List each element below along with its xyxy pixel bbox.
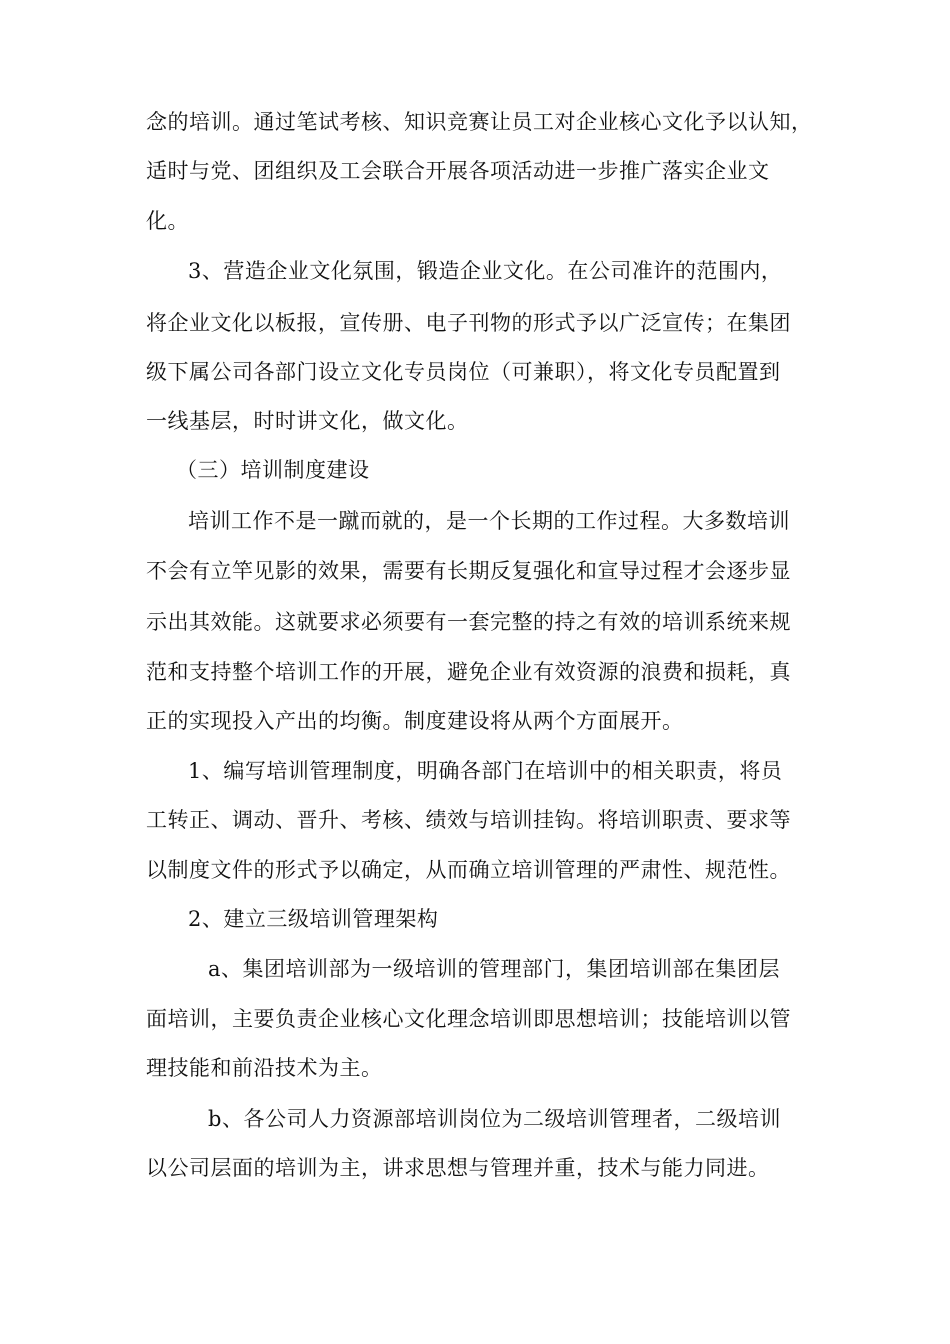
text-line: 培训工作不是一蹴而就的，是一个长期的工作过程。大多数培训 <box>188 509 790 533</box>
text-line: 工转正、调动、晋升、考核、绩效与培训挂钩。将培训职责、要求等 <box>146 808 791 832</box>
text-line: 级下属公司各部门设立文化专员岗位（可兼职），将文化专员配置到 <box>146 360 781 384</box>
text-line: 2、建立三级培训管理架构 <box>188 907 439 931</box>
text-line: 以制度文件的形式予以确定，从而确立培训管理的严肃性、规范性。 <box>146 858 791 882</box>
text-line: 3、营造企业文化氛围，锻造企业文化。在公司准许的范围内， <box>188 259 783 283</box>
text-line: 适时与党、团组织及工会联合开展各项活动进一步推广落实企业文 <box>146 159 770 183</box>
text-line: 将企业文化以板报，宣传册、电子刊物的形式予以广泛宣传；在集团 <box>146 311 791 335</box>
text-line: 范和支持整个培训工作的开展，避免企业有效资源的浪费和损耗，真 <box>146 660 791 684</box>
text-line: 念的培训。通过笔试考核、知识竞赛让员工对企业核心文化予以认知， <box>146 110 813 134</box>
text-line: 理技能和前沿技术为主。 <box>146 1056 383 1080</box>
text-line: 不会有立竿见影的效果，需要有长期反复强化和宣导过程才会逐步显 <box>146 559 791 583</box>
text-line: 示出其效能。这就要求必须要有一套完整的持之有效的培训系统来规 <box>146 610 791 634</box>
text-line: 面培训，主要负责企业核心文化理念培训即思想培训；技能培训以管 <box>146 1007 791 1031</box>
text-line: 化。 <box>146 209 189 233</box>
text-line: b、各公司人力资源部培训岗位为二级培训管理者，二级培训 <box>208 1107 781 1131</box>
text-line: 一线基层，时时讲文化，做文化。 <box>146 409 469 433</box>
section-heading: （三）培训制度建设 <box>176 458 370 482</box>
text-line: 1、编写培训管理制度，明确各部门在培训中的相关职责，将员 <box>188 759 783 783</box>
text-line: a、集团培训部为一级培训的管理部门，集团培训部在集团层 <box>208 957 781 981</box>
text-line: 以公司层面的培训为主，讲求思想与管理并重，技术与能力同进。 <box>146 1156 770 1180</box>
text-line: 正的实现投入产出的均衡。制度建设将从两个方面展开。 <box>146 709 684 733</box>
